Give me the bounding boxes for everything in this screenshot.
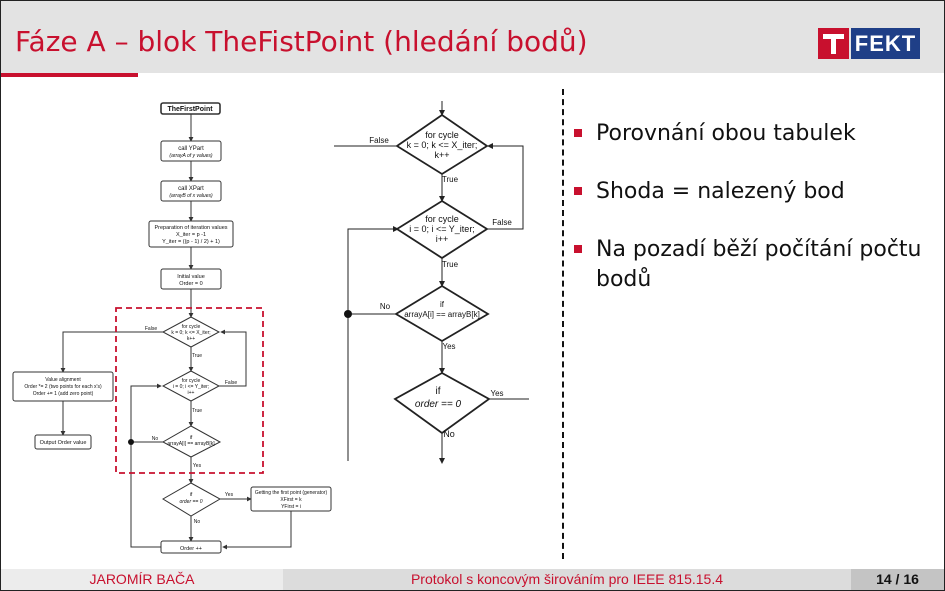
ov-value-1: Value alignment xyxy=(45,377,81,383)
bullet-square-icon xyxy=(574,245,582,253)
dt-no-2: No xyxy=(443,429,455,439)
ov-call-x: call XPart xyxy=(178,186,204,192)
dt-for1-3: k++ xyxy=(434,150,450,160)
ov-for2-1: for cycle xyxy=(181,378,201,384)
bullet-square-icon xyxy=(574,187,582,195)
dt-yes-2: Yes xyxy=(490,389,504,398)
dt-if1-1: if xyxy=(440,300,444,309)
vertical-divider xyxy=(562,89,564,559)
dt-for2-1: for cycle xyxy=(425,214,459,224)
ov-init-1: Initial value xyxy=(177,274,205,280)
ov-if2-2: order == 0 xyxy=(179,499,203,505)
ov-yes-2: Yes xyxy=(224,492,234,498)
ov-value-2: Order *= 2 (two points for each x's) xyxy=(24,384,102,390)
footer-bar xyxy=(1,569,944,590)
footer-author: JAROMÍR BAČA xyxy=(1,569,283,590)
ov-false-1: False xyxy=(144,326,158,332)
ov-for1-3: k++ xyxy=(186,336,196,342)
detail-flowchart xyxy=(1,1,561,561)
dt-for2-2: i = 0; i <= Y_iter; xyxy=(409,224,475,234)
bullet-item xyxy=(574,177,934,207)
bullet-item xyxy=(574,235,934,295)
ov-gen-2: XFirst = k xyxy=(280,497,302,503)
dt-yes-1: Yes xyxy=(442,342,456,351)
dt-no-1: No xyxy=(379,302,391,311)
dt-if2-1: if xyxy=(435,386,441,397)
ov-prep-2: X_iter = p -1 xyxy=(175,232,207,238)
dt-if1-2: arrayA[i] == arrayB[k] xyxy=(404,310,480,319)
ov-no-1: No xyxy=(151,436,159,442)
logo-t-icon xyxy=(818,28,849,59)
ov-no-2: No xyxy=(193,519,201,525)
ov-value-3: Order += 1 (add zero point) xyxy=(32,391,94,397)
ov-if1-2: arrayA[i] == arrayB[k] xyxy=(167,441,215,447)
ov-prep-1: Preparation of iteration values xyxy=(154,225,228,231)
ov-for1-2: k = 0; k <= X_iter; xyxy=(171,330,211,336)
ov-gen-3: YFirst = i xyxy=(281,504,301,510)
dt-if2-2: order == 0 xyxy=(414,399,462,410)
bullet-square-icon xyxy=(574,129,582,137)
dt-false-2: False xyxy=(492,218,512,227)
ov-yes-1: Yes xyxy=(192,463,202,469)
footer-title: Protokol s koncovým širováním pro IEEE 815.15.4 xyxy=(283,569,851,590)
bullet-text: Porovnání obou tabulek xyxy=(596,121,856,146)
footer-page-number: 14 / 16 xyxy=(851,569,944,590)
bullet-text: Shoda = nalezený bod xyxy=(596,179,845,204)
bullet-list xyxy=(574,119,934,323)
ov-if1-1: if xyxy=(189,435,193,441)
ov-output: Output Order value xyxy=(39,440,87,446)
bullet-item xyxy=(574,119,934,149)
ov-call-y: call YPart xyxy=(178,146,204,152)
ov-if2-1: if xyxy=(189,492,193,498)
ov-call-y-sub: (arrayA of y values) xyxy=(169,153,213,159)
ov-start-label: TheFirstPoint xyxy=(167,106,213,113)
slide-title: Fáze A – blok TheFistPoint (hledání bodů) xyxy=(15,25,588,58)
ov-false-2: False xyxy=(224,380,238,386)
dt-for1-1: for cycle xyxy=(425,130,459,140)
dt-false-1: False xyxy=(369,136,389,145)
ov-gen-1: Getting the first point (generator) xyxy=(254,490,328,496)
dt-true-2: True xyxy=(441,260,459,269)
fekt-logo xyxy=(818,28,920,59)
ov-call-x-sub: (arrayB of x values) xyxy=(169,193,213,199)
dt-for2-3: i++ xyxy=(435,234,449,244)
ov-prep-3: Y_iter = ((p - 1) / 2) + 1) xyxy=(162,239,220,245)
ov-order-inc: Order ++ xyxy=(179,546,203,552)
ov-for2-2: i = 0; i <= Y_iter; xyxy=(172,384,210,390)
logo-text: FEKT xyxy=(851,28,920,59)
ov-true-2: True xyxy=(191,408,203,414)
ov-true-1: True xyxy=(191,353,203,359)
ov-for1-1: for cycle xyxy=(181,324,201,330)
bullet-text: Na pozadí běží počítání počtu bodů xyxy=(596,237,922,292)
ov-for2-3: i++ xyxy=(187,390,195,396)
dt-true-1: True xyxy=(441,175,459,184)
ov-init-2: Order = 0 xyxy=(179,281,203,287)
dt-for1-2: k = 0; k <= X_iter; xyxy=(406,140,478,150)
